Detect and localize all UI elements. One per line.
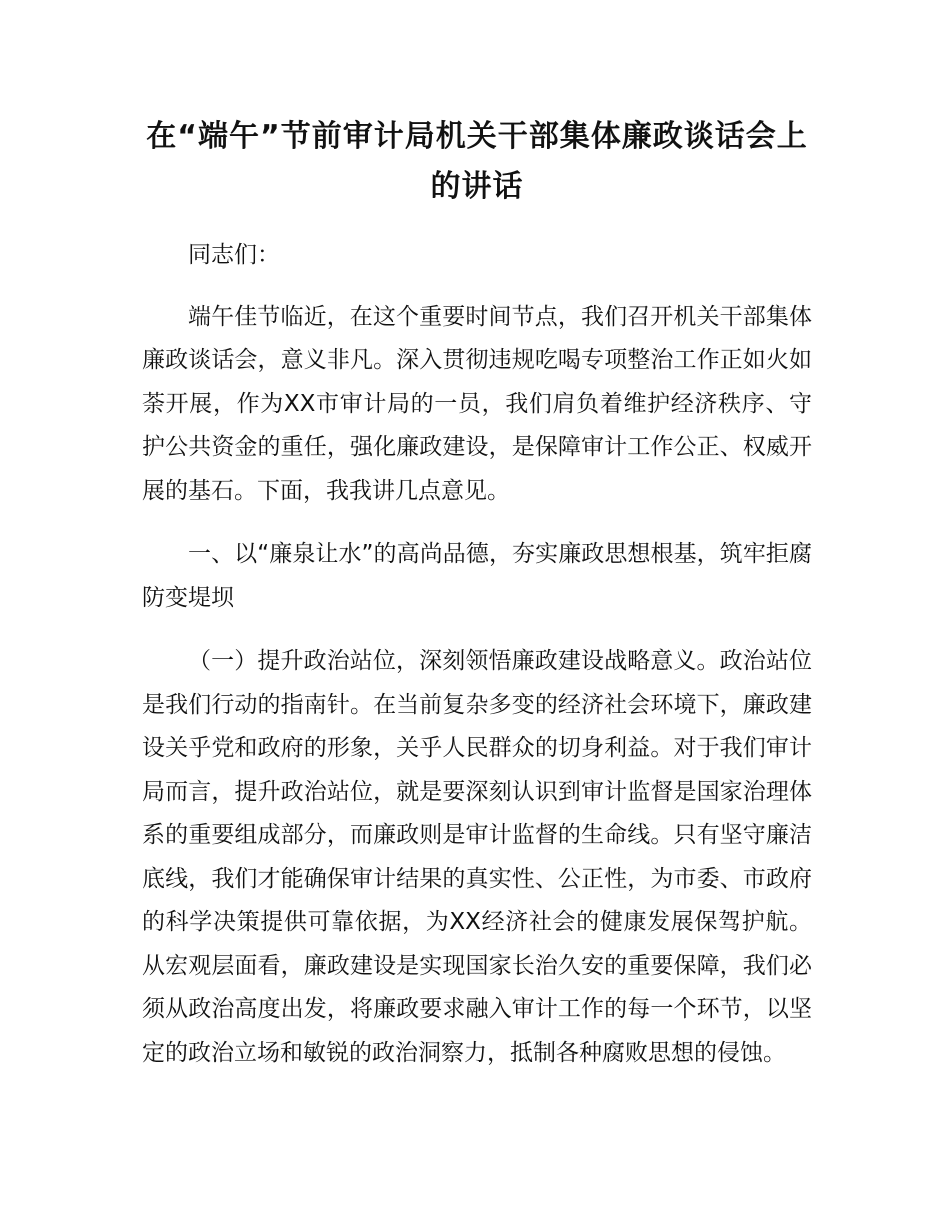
document-title: 在“端午”节前审计局机关干部集体廉政谈话会上的讲话	[146, 119, 808, 204]
paragraph-intro: 端午佳节临近，在这个重要时间节点，我们召开机关干部集体廉政谈话会，意义非凡。深入贯彻违规吃喝专项整治工作正如火如荼开展，作为XX市审计局的一员，我们肩负着维护经济秩序、守护公共资金的重任，强化廉政建设，是保障审计工作公正、权威开展的基石。下面，我我讲几点意见。	[142, 303, 812, 504]
document-page	[142, 112, 812, 1095]
greeting: 同志们：	[188, 242, 280, 268]
section-heading-1: 一、以“廉泉让水”的高尚品德，夯实廉政思想根基，筑牢拒腐防变堤坝	[142, 541, 812, 611]
paragraph-1-1: （一）提升政治站位，深刻领悟廉政建设战略意义。政治站位是我们行动的指南针。在当前复杂多变的经济社会环境下，廉政建设关乎党和政府的形象，关乎人民群众的切身利益。对于我们审计局而言，提升政治站位，就是要深刻认识到审计监督是国家治理体系的重要组成部分，而廉政则是审计监督的生命线。只有坚守廉洁底线，我们才能确保审计结果的真实性、公正性，为市委、市政府的科学决策提供可靠依据，为XX经济社会的健康发展保驾护航。从宏观层面看，廉政建设是实现国家长治久安的重要保障，我们必须从政治高度出发，将廉政要求融入审计工作的每一个环节，以坚定的政治立场和敏锐的政治洞察力，抵制各种腐败思想的侵蚀。	[142, 648, 812, 1066]
